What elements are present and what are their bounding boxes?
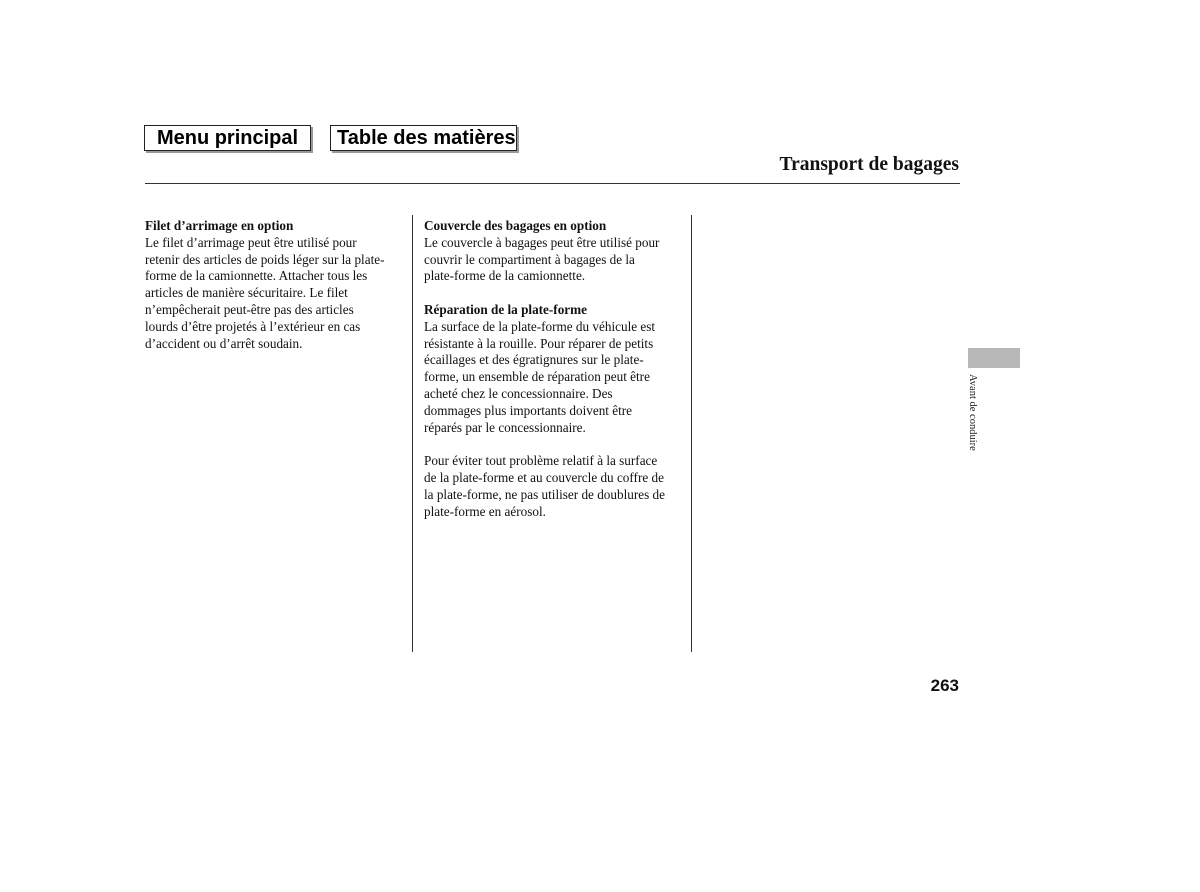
- section-bed-repair: [424, 302, 686, 436]
- chapter-tab-marker: [968, 348, 1020, 368]
- body-text-line: Le filet d’arrimage peut être utilisé pour: [145, 234, 357, 250]
- body-text-line: acheté chez le concessionnaire. Des: [424, 385, 613, 401]
- chapter-tab-label: Avant de conduire: [967, 374, 978, 451]
- section-cargo-net: [145, 218, 407, 352]
- section-title: Transport de bagages: [779, 154, 959, 175]
- body-text-line: Le couvercle à bagages peut être utilisé pour: [424, 234, 660, 250]
- header-divider: [145, 183, 960, 184]
- body-text-line: la plate-forme, ne pas utiliser de doublures de: [424, 486, 665, 502]
- body-text-line: plate-forme de la camionnette.: [424, 268, 586, 284]
- section-heading: Réparation de la plate-forme: [424, 301, 587, 317]
- body-text-line: d’accident ou d’arrêt soudain.: [145, 335, 303, 351]
- section-aerosol-warning: [424, 453, 686, 520]
- body-text-line: forme de la camionnette. Attacher tous les: [145, 268, 368, 284]
- text-column-left: [145, 218, 407, 369]
- column-divider: [691, 215, 692, 652]
- body-text-line: réparés par le concessionnaire.: [424, 419, 586, 435]
- body-text-line: retenir des articles de poids léger sur la plate-: [145, 251, 385, 267]
- body-text-line: de la plate-forme et au couvercle du coffre de: [424, 469, 664, 485]
- body-text-line: écaillages et des égratignures sur le plate-: [424, 352, 644, 368]
- section-heading: Filet d’arrimage en option: [145, 218, 294, 233]
- body-text-line: La surface de la plate-forme du véhicule est: [424, 318, 656, 334]
- table-of-contents-button[interactable]: Table des matières: [330, 125, 517, 151]
- body-text-line: Pour éviter tout problème relatif à la surface: [424, 453, 658, 469]
- body-text-line: n’empêcherait peut-être pas des articles: [145, 301, 354, 317]
- column-divider: [412, 215, 413, 652]
- page-number: 263: [930, 676, 959, 695]
- body-text-line: résistante à la rouille. Pour réparer de petits: [424, 335, 654, 351]
- body-text-line: couvrir le compartiment à bagages de la: [424, 251, 635, 267]
- section-heading: Couvercle des bagages en option: [424, 218, 607, 233]
- section-cargo-cover: [424, 218, 686, 285]
- body-text-line: articles de manière sécuritaire. Le filet: [145, 285, 348, 301]
- body-text-line: lourds d’être projetés à l’extérieur en cas: [145, 318, 361, 334]
- text-column-middle: [424, 218, 686, 537]
- main-menu-button[interactable]: Menu principal: [144, 125, 311, 151]
- body-text-line: plate-forme en aérosol.: [424, 503, 546, 519]
- body-text-line: dommages plus importants doivent être: [424, 402, 633, 418]
- body-text-line: forme, un ensemble de réparation peut être: [424, 369, 650, 385]
